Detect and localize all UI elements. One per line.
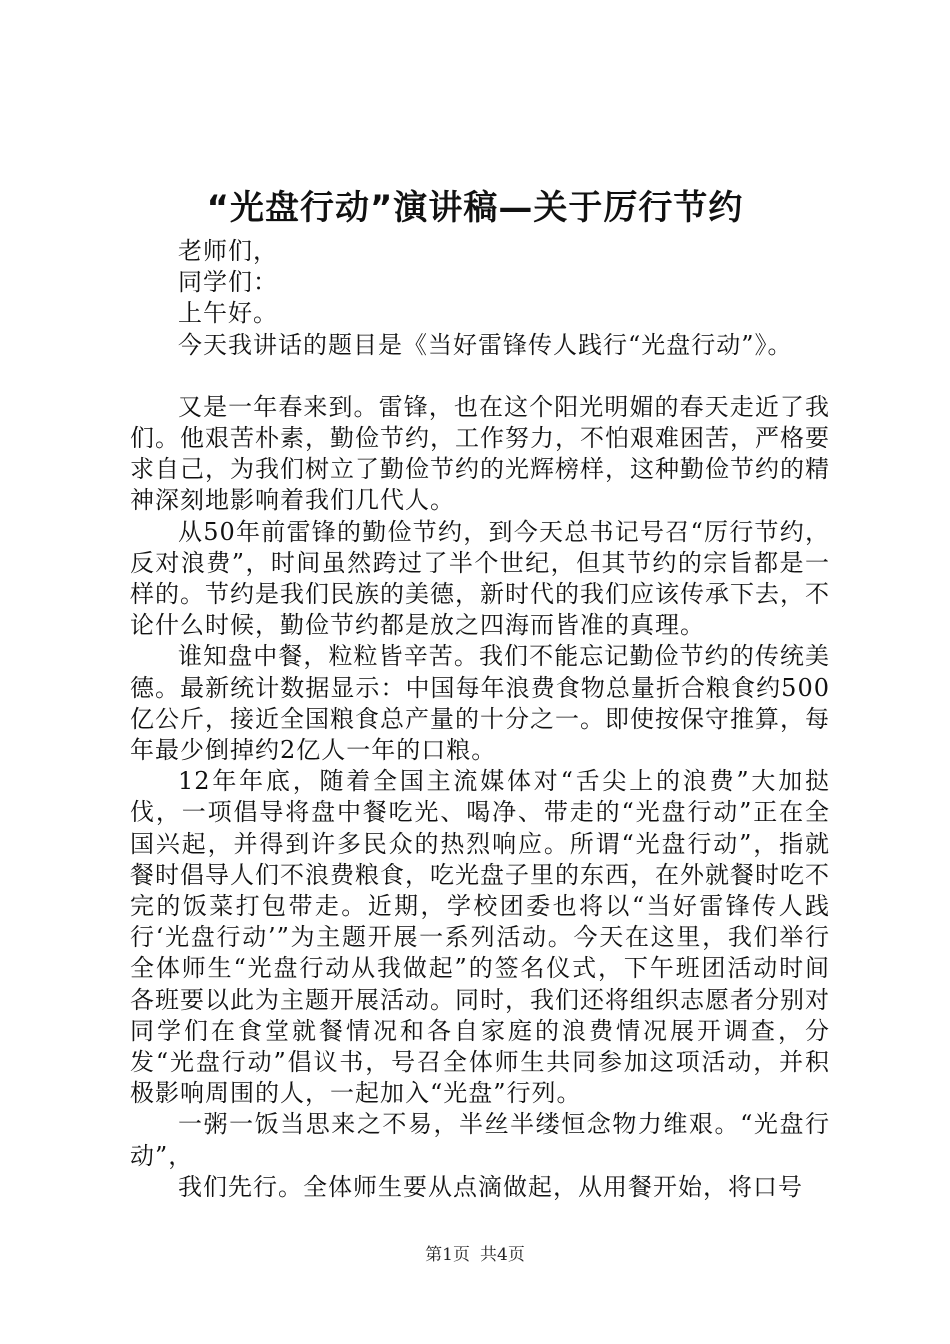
body-paragraph: 我们先行。全体师生要从点滴做起，从用餐开始，将口号	[178, 1172, 803, 1201]
page-number-total: 共4页	[480, 1245, 525, 1265]
document-title: “光盘行动”演讲稿—关于厉行节约	[206, 188, 744, 228]
body-paragraph: 一粥一饭当思来之不易，半丝半缕恒念物力维艰。“光盘行动”，	[130, 1110, 830, 1170]
document-body	[130, 236, 830, 1203]
speech-topic: 今天我讲话的题目是《当好雷锋传人践行“光盘行动”》。	[178, 330, 793, 359]
greeting-teachers: 老师们，	[178, 237, 278, 265]
body-paragraph: 谁知盘中餐，粒粒皆辛苦。我们不能忘记勤俭节约的传统美德。最新统计数据显示：中国每年浪费食物总量折合粮食约500亿公斤，接近全国粮食总产量的十分之一。即使按保守推算，每年最少倒掉约2亿人一年的口粮。	[130, 642, 830, 765]
greeting-students: 同学们：	[178, 268, 278, 297]
body-paragraph: 从50年前雷锋的勤俭节约，到今天总书记号召“厉行节约，反对浪费”，时间虽然跨过了半个世纪，但其节约的宗旨都是一样的。节约是我们民族的美德，新时代的我们应该传承下去，不论什么时候，勤俭节约都是放之四海而皆准的真理。	[130, 517, 830, 640]
page-number-current: 第1页	[425, 1245, 470, 1265]
page-footer	[0, 1243, 950, 1267]
greeting-morning: 上午好。	[178, 299, 278, 328]
body-paragraph: 12年年底，随着全国主流媒体对“舌尖上的浪费”大加挞伐，一项倡导将盘中餐吃光、喝净、带走的“光盘行动”正在全国兴起，并得到许多民众的热烈响应。所谓“光盘行动”，指就餐时倡导人们不浪费粮食，吃光盘子里的东西，在外就餐时吃不完的饭菜打包带走。近期，学校团委也将以“当好雷锋传人践行‘光盘行动’”为主题开展一系列活动。今天在这里，我们举行全体师生“光盘行动从我做起”的签名仪式，下午班团活动时间各班要以此为主题开展活动。同时，我们还将组织志愿者分别对同学们在食堂就餐情况和各自家庭的浪费情况展开调查，分发“光盘行动”倡议书，号召全体师生共同参加这项活动，并积极影响周围的人，一起加入“光盘”行列。	[130, 767, 830, 1108]
body-paragraph: 又是一年春来到。雷锋，也在这个阳光明媚的春天走近了我们。他艰苦朴素，勤俭节约，工作努力，不怕艰难困苦，严格要求自己，为我们树立了勤俭节约的光辉榜样，这种勤俭节约的精神深刻地影响着我们几代人。	[130, 392, 830, 515]
